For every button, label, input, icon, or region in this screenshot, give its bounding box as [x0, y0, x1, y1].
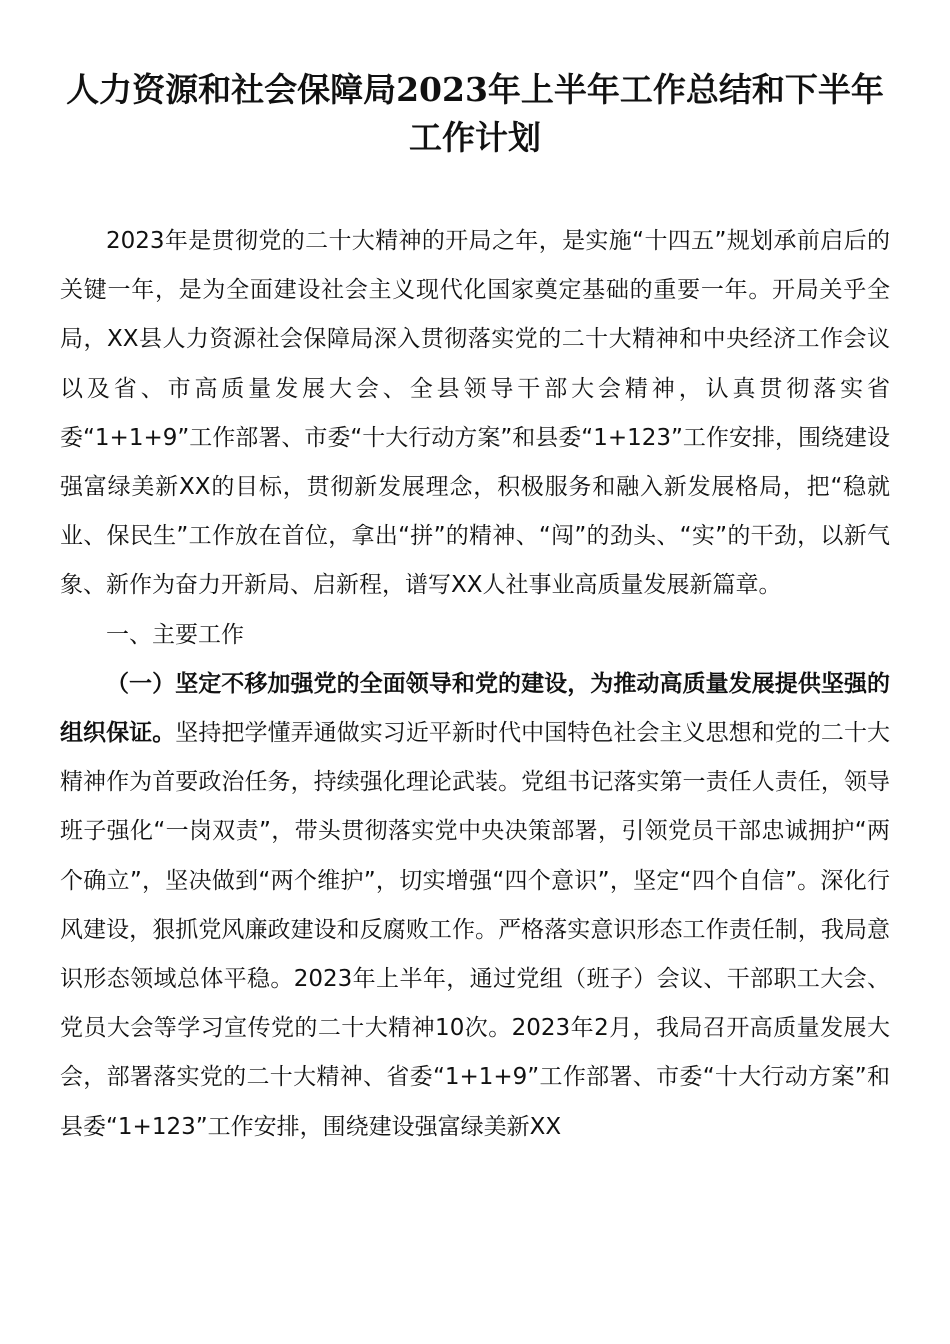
document-body: [60, 217, 890, 1152]
section-heading: 一、主要工作: [106, 621, 244, 648]
intro-paragraph: 2023年是贯彻党的二十大精神的开局之年，是实施“十四五”规划承前启后的关键一年，是为全面建设社会主义现代化国家奠定基础的重要一年。开局关乎全局，XX县人力资源社会保障局深入贯彻落实党的二十大精神和中央经济工作会议以及省、市高质量发展大会、全县领导干部大会精神，认真贯彻落实省委“1+1+9”工作部署、市委“十大行动方案”和县委“1+123”工作安排，围绕建设强富绿美新XX的目标，贯彻新发展理念，积极服务和融入新发展格局，把“稳就业、保民生”工作放在首位，拿出“拼”的精神、“闯”的劲头、“实”的干劲，以新气象、新作为奋力开新局、启新程，谱写XX人社事业高质量发展新篇章。: [60, 228, 890, 599]
subsection-body: 坚持把学懂弄通做实习近平新时代中国特色社会主义思想和党的二十大精神作为首要政治任务，持续强化理论武装。党组书记落实第一责任人责任，领导班子强化“一岗双责”，带头贯彻落实党中央决策部署，引领党员干部忠诚拥护“两个确立”，坚决做到“两个维护”，切实增强“四个意识”，坚定“四个自信”。深化行风建设，狠抓党风廉政建设和反腐败工作。严格落实意识形态工作责任制，我局意识形态领域总体平稳。2023年上半年，通过党组（班子）会议、干部职工大会、党员大会等学习宣传党的二十大精神10次。2023年2月，我局召开高质量发展大会，部署落实党的二十大精神、省委“1+1+9”工作部署、市委“十大行动方案”和县委“1+123”工作安排，围绕建设强富绿美新XX: [60, 720, 891, 1140]
subsection-paragraph: [60, 660, 890, 1152]
document-title: 人力资源和社会保障局2023年上半年工作总结和下半年工作计划: [66, 70, 884, 157]
subsection-lead: （一）坚定不移加强党的全面领导和党的建设，为推动高质量发展提供坚强的组织保证。: [60, 670, 890, 747]
